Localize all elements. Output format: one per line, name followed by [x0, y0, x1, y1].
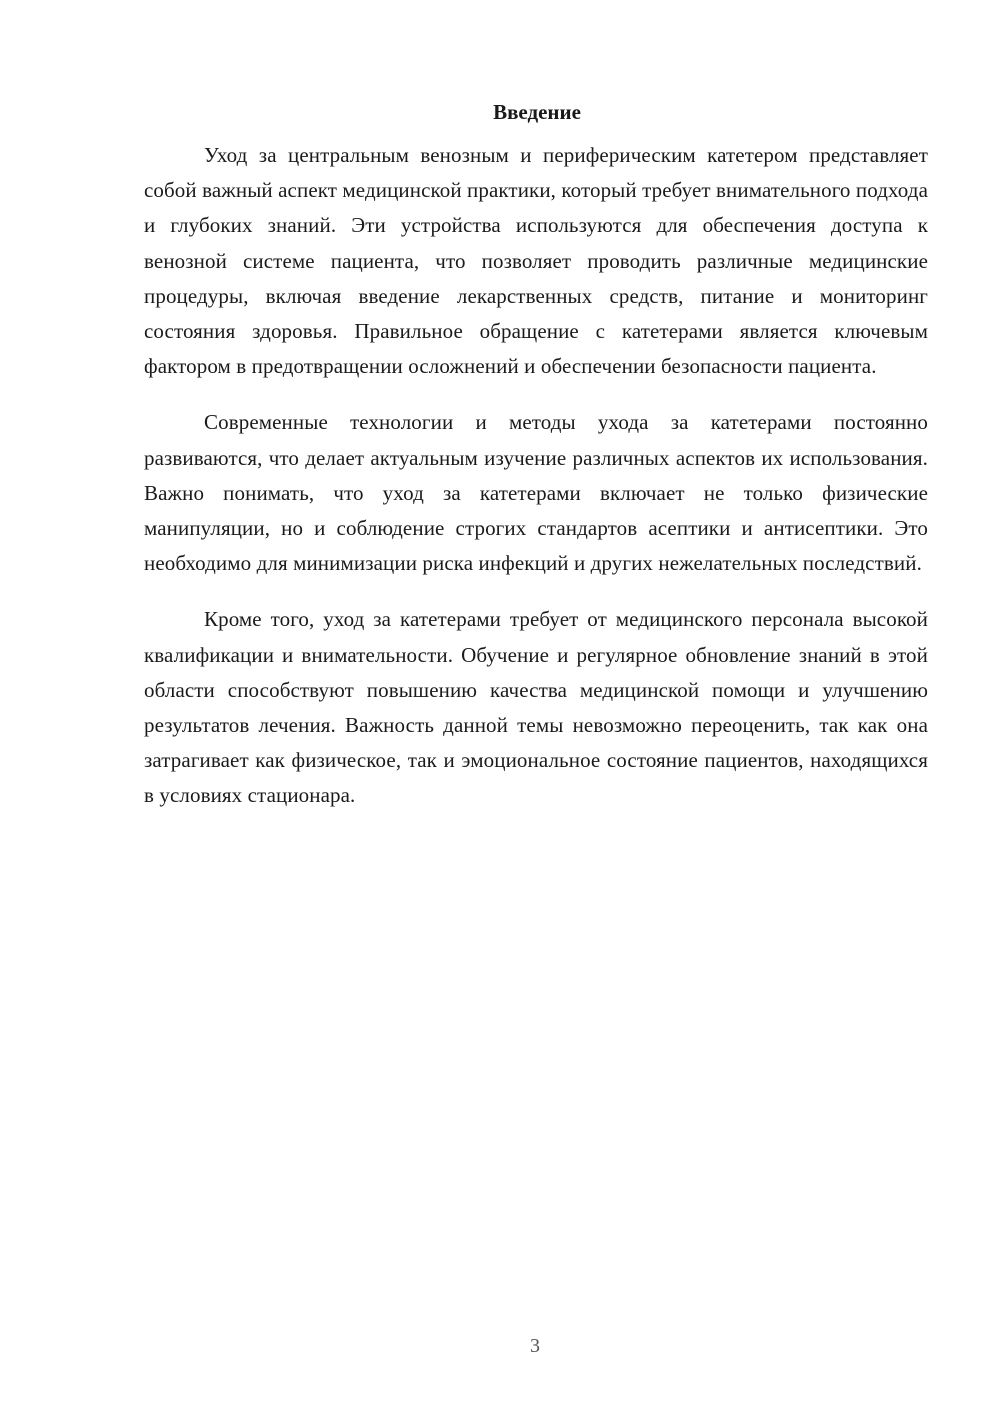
page-content: [144, 92, 928, 835]
paragraph-1: Уход за центральным венозным и периферическим катетером представляет собой важный аспект медицинской практики, который требует внимательного подхода и глубоких знаний. Эти устройства используются для обеспечения доступа к венозной системе пациента, что позволяет проводить различные медицинские процедуры, включая введение лекарственных средств, питание и мониторинг состояния здоровья. Правильное обращение с катетерами является ключевым фактором в предотвращении осложнений и обеспечении безопасности пациента.: [144, 143, 928, 379]
page-title: Введение: [493, 100, 581, 124]
paragraph-2: Современные технологии и методы ухода за катетерами постоянно развиваются, что делает актуальным изучение различных аспектов их использования. Важно понимать, что уход за катетерами включает не только физические манипуляции, но и соблюдение строгих стандартов асептики и антисептики. Это необходимо для минимизации риска инфекций и других нежелательных последствий.: [144, 410, 928, 576]
paragraph-3: Кроме того, уход за катетерами требует от медицинского персонала высокой квалификации и внимательности. Обучение и регулярное обновление знаний в этой области способствуют повышению качества медицинской помощи и улучшению результатов лечения. Важность данной темы невозможно переоценить, так как она затрагивает как физическое, так и эмоциональное состояние пациентов, находящихся в условиях стационара.: [144, 607, 928, 808]
page-number: 3: [530, 1335, 540, 1357]
